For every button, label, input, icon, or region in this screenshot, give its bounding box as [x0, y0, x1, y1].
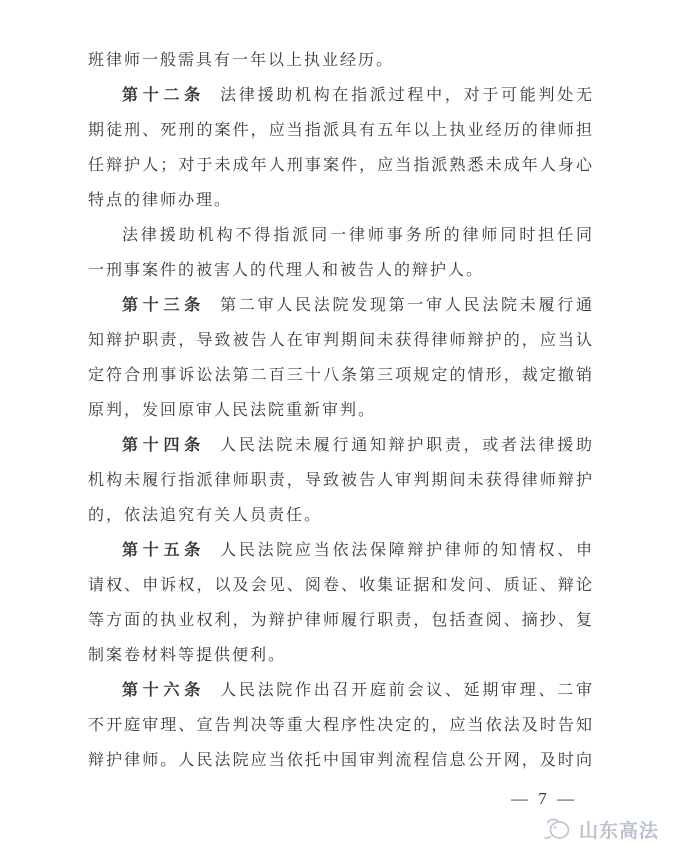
line-text: 人民法院应当依法保障辩护律师的知情权、申: [220, 542, 592, 559]
text-line: 的，依法追究有关人员责任。: [88, 507, 323, 524]
text-line: 等方面的执业权利，为辩护律师履行职责，包括查阅、摘抄、复: [88, 612, 592, 629]
article-14-number: 第十四条: [122, 437, 205, 454]
watermark: [541, 812, 659, 846]
document-body: [88, 43, 592, 778]
text-line: 特点的律师办理。: [88, 192, 233, 209]
text-line: [88, 533, 592, 568]
text-line: 知辩护职责，导致被告人在审判期间未获得律师辩护的，应当认: [88, 332, 592, 349]
text-line: 机构未履行指派律师职责，导致被告人审判期间未获得律师辩护: [88, 472, 592, 489]
text-line: 不开庭审理、宣告判决等重大程序性决定的，应当依法及时告知: [88, 717, 592, 734]
line-text: 法律援助机构在指派过程中，对于可能判处无: [220, 87, 592, 104]
text-line: 任辩护人；对于未成年人刑事案件，应当指派熟悉未成年人身心: [88, 157, 592, 174]
article-15-number: 第十五条: [122, 542, 205, 559]
text-line: 期徒刑、死刑的案件，应当指派具有五年以上执业经历的律师担: [88, 122, 592, 139]
text-line: 一刑事案件的被害人的代理人和被告人的辩护人。: [88, 262, 485, 279]
watermark-text: 山东高法: [579, 820, 660, 842]
line-text: 人民法院作出召开庭前会议、延期审理、二审: [220, 682, 592, 699]
page-number: — 7 —: [511, 789, 577, 808]
watermark-logo-icon: [541, 812, 575, 846]
line-text: 人民法院未履行通知辩护职责，或者法律援助: [220, 437, 592, 454]
text-line: [88, 78, 592, 113]
text-line: [88, 673, 592, 708]
text-line: [88, 288, 592, 323]
text-line: 原判，发回原审人民法院重新审判。: [88, 402, 377, 419]
article-13-number: 第十三条: [122, 297, 205, 314]
text-line: 班律师一般需具有一年以上执业经历。: [88, 52, 395, 69]
text-line: 请权、申诉权，以及会见、阅卷、收集证据和发问、质证、辩论: [88, 577, 592, 594]
article-12-number: 第十二条: [122, 87, 205, 104]
text-line: 法律援助机构不得指派同一律师事务所的律师同时担任同: [122, 227, 592, 244]
article-16-number: 第十六条: [122, 682, 205, 699]
text-line: 制案卷材料等提供便利。: [88, 647, 287, 664]
text-line: 定符合刑事诉讼法第二百三十八条第三项规定的情形，裁定撤销: [88, 367, 592, 384]
text-line: 辩护律师。人民法院应当依托中国审判流程信息公开网，及时向: [88, 752, 592, 769]
text-line: [88, 428, 592, 463]
line-text: 第二审人民法院发现第一审人民法院未履行通: [220, 297, 592, 314]
